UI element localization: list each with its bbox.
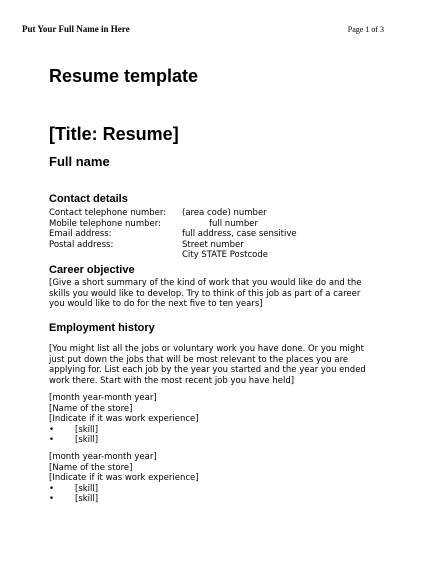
career-objective-heading: Career objective	[49, 264, 135, 276]
full-name-heading: Full name	[49, 154, 110, 169]
contact-row	[49, 240, 399, 251]
paragraph-line: you would like to do for the next five to ten years]	[49, 299, 263, 309]
resume-title: [Title: Resume]	[49, 124, 179, 144]
document-title: Resume template	[49, 66, 199, 86]
contact-row	[49, 229, 399, 240]
contact-value: full number	[209, 218, 258, 229]
job-store: [Name of the store]	[49, 462, 133, 473]
skill-text: [skill]	[75, 435, 99, 445]
career-objective-text	[49, 278, 399, 310]
contact-details-table	[49, 208, 399, 261]
contact-value: (area code) number	[182, 208, 267, 218]
bullet-icon: •	[49, 494, 55, 504]
contact-label: Mobile telephone number:	[49, 218, 161, 229]
contact-value: City STATE Postcode	[182, 250, 268, 260]
job-store: [Name of the store]	[49, 403, 133, 414]
skill-text: [skill]	[75, 494, 99, 504]
job-entry	[49, 452, 199, 505]
employment-history-heading: Employment history	[49, 322, 155, 334]
bullet-icon: •	[49, 424, 55, 435]
skill-list-item	[49, 494, 199, 505]
job-note: [Indicate if it was work experience]	[49, 414, 199, 424]
contact-value: full address, case sensitive	[182, 229, 297, 239]
skill-text: [skill]	[75, 424, 99, 435]
bullet-icon: •	[49, 435, 55, 445]
job-entry	[49, 393, 199, 446]
contact-row	[49, 208, 399, 219]
paragraph-line: work there. Start with the most recent job you have held]	[49, 375, 295, 386]
skill-list-item	[49, 425, 199, 436]
employment-intro-text	[49, 344, 399, 386]
skill-list-item	[49, 435, 199, 446]
paragraph-line: [Give a short summary of the kind of work that you would like do and the	[49, 278, 362, 288]
paragraph-line: applying for. List each job by the year you started and the year you ended	[49, 365, 366, 375]
paragraph-line: [You might list all the jobs or voluntary work you have done. Or you might	[49, 344, 364, 354]
contact-label: Postal address:	[49, 239, 114, 250]
paragraph-line: just put down the jobs that will be most relevant to the places you are	[49, 354, 349, 365]
contact-value: Street number	[182, 239, 244, 250]
contact-row	[49, 219, 399, 230]
job-note: [Indicate if it was work experience]	[49, 473, 199, 483]
skill-text: [skill]	[75, 483, 99, 494]
job-dates: [month year-month year]	[49, 452, 157, 462]
contact-details-heading: Contact details	[49, 193, 128, 205]
contact-row	[49, 250, 399, 261]
paragraph-line: skills you would like to develop. Try to think of this job as part of a career	[49, 288, 361, 299]
skill-list-item	[49, 484, 199, 495]
bullet-icon: •	[49, 483, 55, 494]
contact-label: Contact telephone number:	[49, 208, 167, 218]
header-name: Put Your Full Name in Here	[22, 24, 130, 34]
job-dates: [month year-month year]	[49, 393, 157, 403]
contact-label: Email address:	[49, 229, 112, 239]
header-page-number: Page 1 of 3	[347, 25, 384, 34]
